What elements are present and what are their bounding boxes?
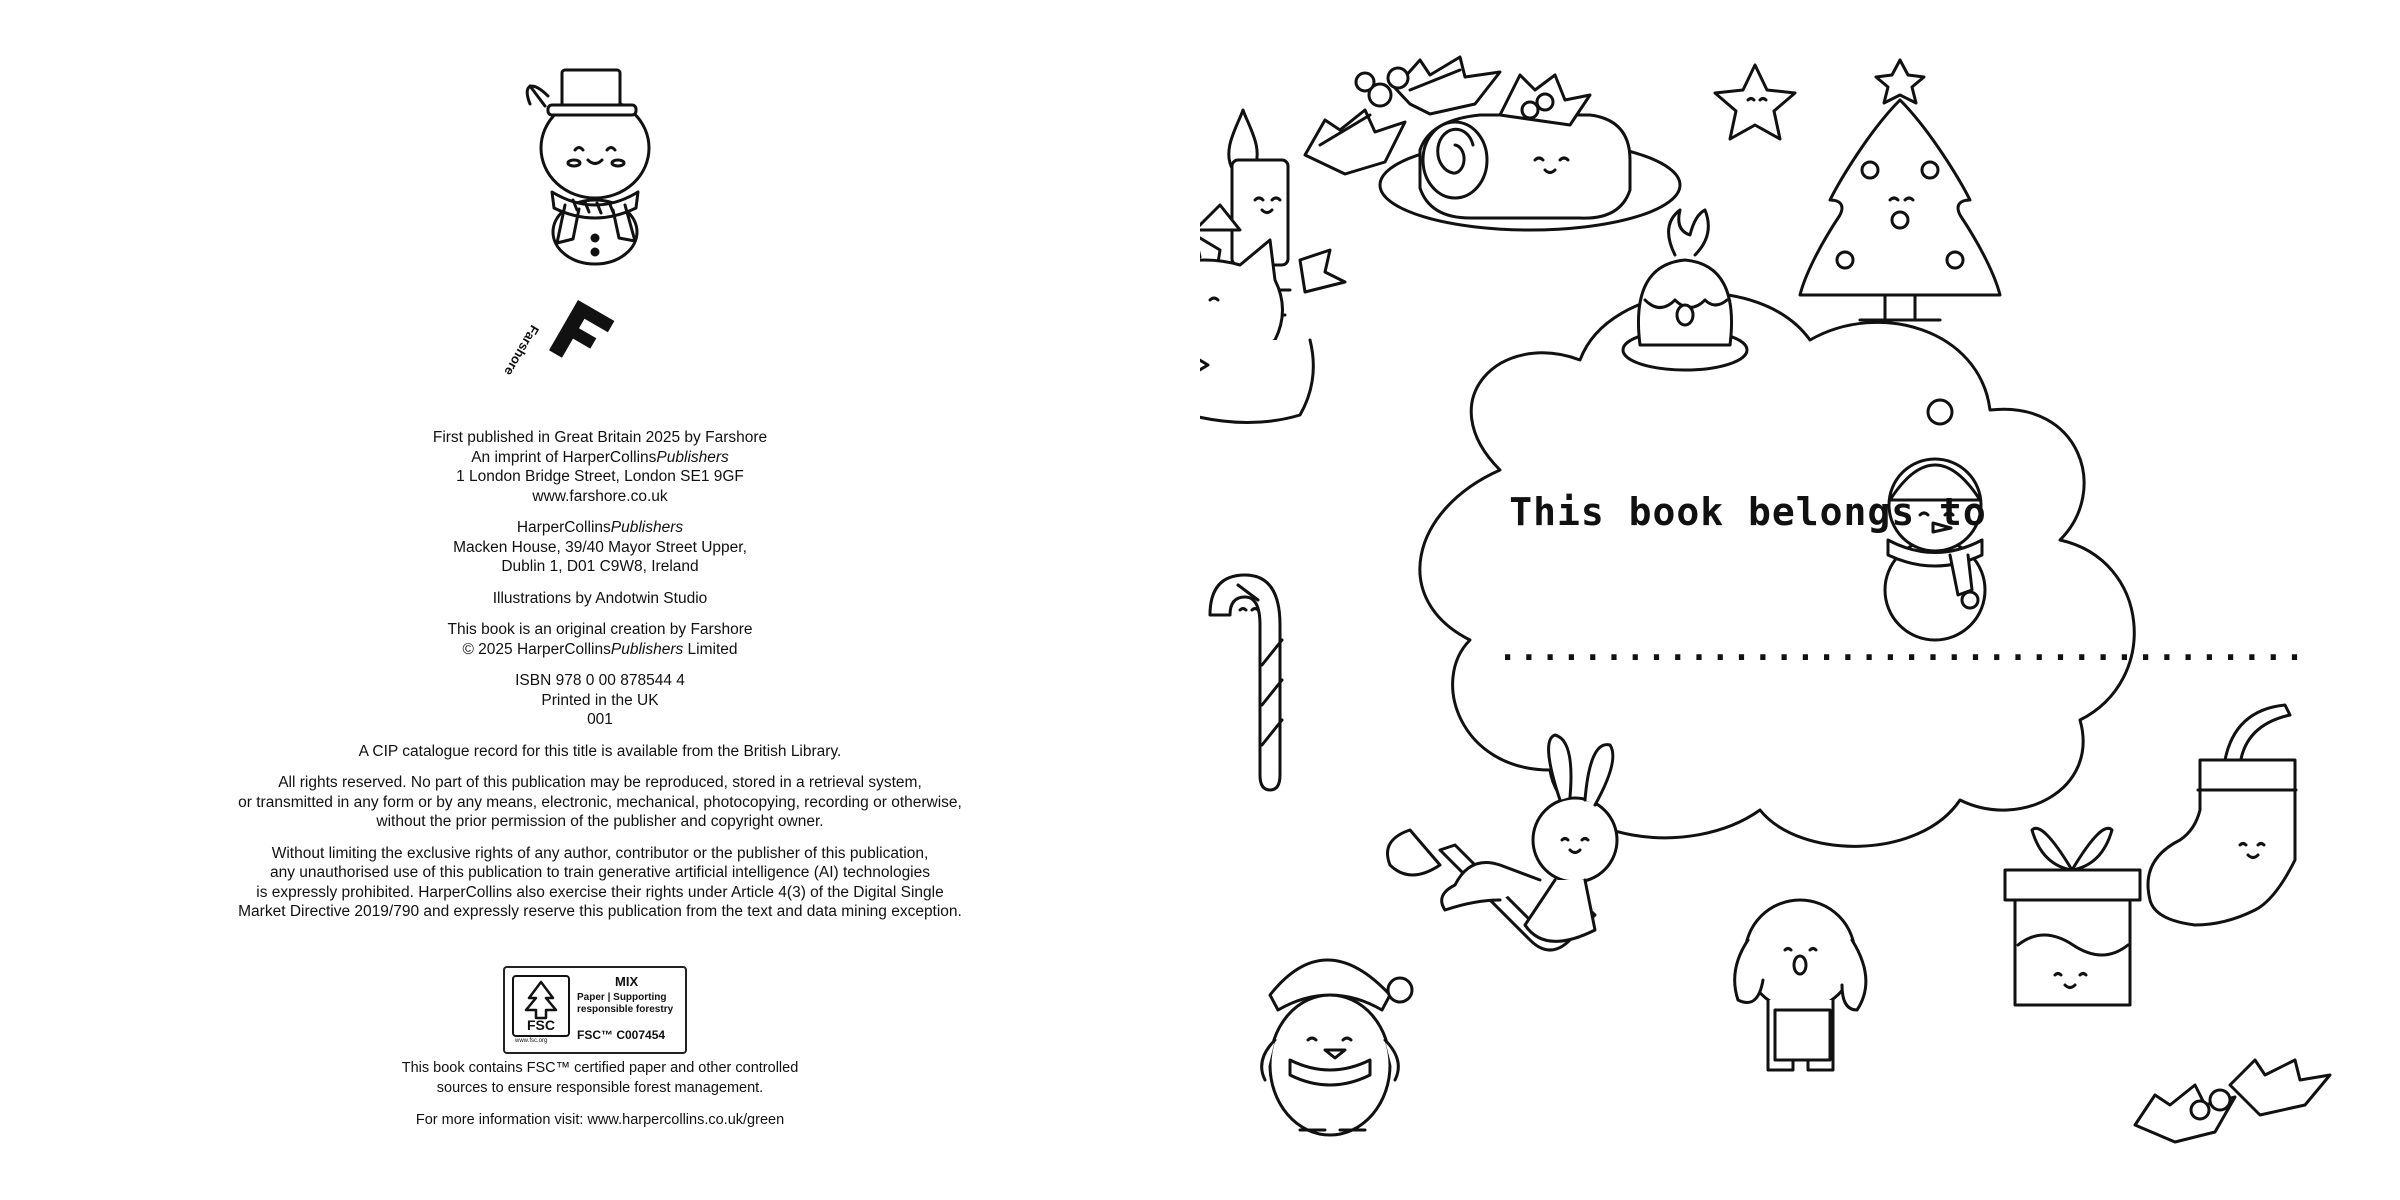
penguin-icon: [1262, 960, 1412, 1135]
gift-icon: [2005, 828, 2140, 1005]
pudding-icon: [1623, 210, 1747, 370]
right-art: [1200, 0, 2400, 1200]
isbn-block: ISBN 978 0 00 878544 4 Printed in the UK 001: [515, 672, 685, 728]
candy-cane-icon: [1210, 575, 1282, 790]
stocking-icon: [2148, 705, 2296, 925]
fsc-note: This book contains FSC™ certified paper and other controlled sources to ensure responsible forest management.: [401, 1060, 799, 1096]
copyright-notice: This book is an original creation by Farshore © 2025 HarperCollinsPublishers Limited: [447, 621, 753, 658]
more-info-link: For more information visit: www.harpercollins.co.uk/green: [415, 1112, 785, 1128]
fsc-description: Paper | Supporting responsible forestry: [577, 992, 674, 1015]
ai-notice: Without limiting the exclusive rights of any author, contributor or the publisher of this publication, any unauthorised use of this publication to train generative artificial intelligence (AI) technologies is expressly prohibited. HarperCollins also exercise their rights under Article 4(3) of the Digital Single Market Directive 2019/790 and expressly reserve this publication from the text and data mining exception.: [238, 844, 962, 920]
holly-icon: [2135, 1060, 2330, 1142]
snowman-topper-icon: [527, 70, 649, 264]
belongs-to-label: This book belongs to: [1509, 490, 1987, 534]
rights-notice: All rights reserved. No part of this publication may be reproduced, stored in a retrieval system, or transmitted in any form or by any means, electronic, mechanical, photocopying, recording or otherwise, without the prior permission of the publisher and copyright owner.: [238, 774, 962, 830]
fsc-url: www.fsc.org: [515, 1038, 548, 1044]
fsc-mix: MIX: [615, 974, 639, 989]
puppy-icon: [1735, 900, 1866, 1070]
farshore-logo-icon: [501, 285, 614, 408]
fsc-tree-icon: [511, 974, 571, 1038]
svg-text:FSC: FSC: [527, 1017, 555, 1033]
credits-block: [0, 428, 1200, 934]
illustrator-credit: Illustrations by Andotwin Studio: [492, 589, 708, 607]
star-icon: [1715, 65, 1795, 139]
publication-info: First published in Great Britain 2025 by Farshore An imprint of HarperCollinsPublishers 1 London Bridge Street, London SE1 9GF www.farshore.co.uk: [432, 429, 768, 505]
farshore-wordmark: Farshore: [501, 322, 543, 379]
christmas-tree-icon: [1800, 60, 2000, 320]
fsc-code: FSC™ C007454: [577, 1028, 666, 1042]
name-cloud: [1420, 293, 2307, 846]
irish-office: HarperCollinsPublishers Macken House, 39/40 Mayor Street Upper, Dublin 1, D01 C9W8, Ireland: [453, 519, 747, 575]
name-blank-line[interactable]: ......................................: [1498, 630, 2307, 668]
bookplate-page: [1200, 0, 2400, 1200]
fsc-label: [503, 966, 687, 1054]
cip-notice: A CIP catalogue record for this title is available from the British Library.: [358, 742, 842, 760]
